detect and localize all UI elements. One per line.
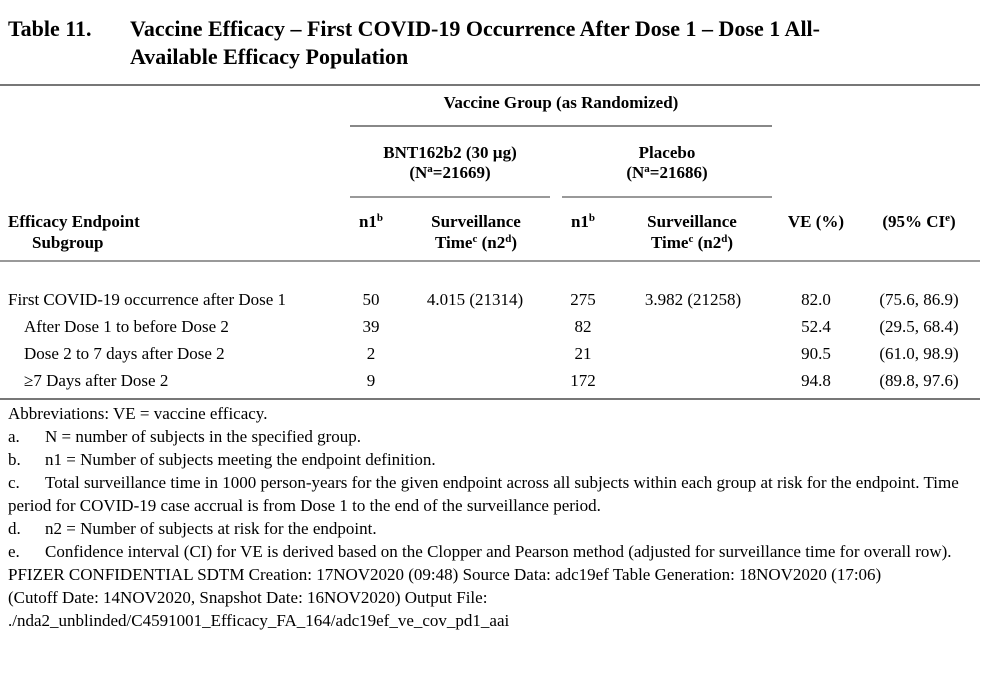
footnote-e	[8, 540, 974, 563]
col-header-n1-placebo: n1$^b$	[570, 212, 596, 231]
n1-vaccine: 50	[362, 290, 380, 309]
n1-placebo: 172	[570, 371, 596, 390]
n1-vaccine: 2	[366, 344, 376, 363]
footnote-d	[8, 517, 974, 540]
surv-placebo: 3.982 (21258)	[644, 290, 742, 309]
ve-value: 94.8	[801, 371, 831, 390]
col-header-ve: VE (%)	[787, 212, 845, 231]
footnote-text: Confidence interval (CI) for VE is derived based on the Clopper and Pearson method (adjusted for surveillance time for overall row).	[45, 542, 952, 561]
footnote-cutoff: (Cutoff Date: 14NOV2020, Snapshot Date: 16NOV2020) Output File: ./nda2_unblinded/C4591001_Efficacy_FA_164/adc19ef_ve_cov_pd1_aai	[8, 588, 510, 630]
bnt-group-n: $(N^a=21669)$	[409, 163, 491, 182]
vaccine-group-header: Vaccine Group (as Randomized)	[443, 93, 679, 112]
col-header-n1-vaccine: n1$^b$	[358, 212, 384, 231]
footnote-text: n2 = Number of subjects at risk for the endpoint.	[45, 519, 377, 538]
footnote-a	[8, 425, 974, 448]
n1-vaccine: 9	[366, 371, 376, 390]
footnote-text: n1 = Number of subjects meeting the endpoint definition.	[45, 450, 436, 469]
bnt-group-name: BNT162b2 (30 µg)	[383, 143, 517, 162]
footnote-label: e.	[8, 542, 20, 561]
col-header-ci: (95% CIe)	[882, 212, 956, 231]
table-title-line2: Available Efficacy Population	[130, 44, 409, 69]
surv-vaccine: 4.015 (21314)	[426, 290, 524, 309]
footnote-label: a.	[8, 427, 20, 446]
n1-placebo: 82	[574, 317, 592, 336]
n1-placebo: 275	[570, 290, 596, 309]
ci-value: (75.6, 86.9)	[879, 290, 959, 309]
vaccine-group-rule	[350, 125, 772, 127]
col-header-endpoint: Efficacy Endpoint	[8, 212, 140, 231]
placebo-group-name: Placebo	[638, 143, 696, 162]
table-number: Table 11.	[8, 16, 92, 41]
footnote-pfizer: PFIZER CONFIDENTIAL SDTM Creation: 17NOV2020 (09:48) Source Data: adc19ef Table Generation: 18NOV2020 (17:06)	[8, 565, 882, 584]
placebo-group-n: $(N^a=21686)$	[626, 163, 708, 182]
footnote-abbreviations: Abbreviations: VE = vaccine efficacy.	[8, 404, 268, 423]
table-title-line1: Vaccine Efficacy – First COVID-19 Occurrence After Dose 1 – Dose 1 All-	[130, 16, 820, 41]
placebo-group-rule	[562, 196, 772, 198]
col-header-subgroup: Subgroup	[32, 233, 104, 252]
footnote-text: N = number of subjects in the specified group.	[45, 427, 361, 446]
top-rule	[0, 84, 980, 86]
ve-value: 82.0	[801, 290, 831, 309]
header-rule	[0, 260, 980, 262]
col-header-surv-placebo: Surveillance Time$^c$ (n2$^d$)	[647, 212, 737, 252]
footnote-text: Total surveillance time in 1000 person-years for the given endpoint across all subjects within each group at risk for the endpoint. Time period for COVID-19 case accrual is from Dose 1 to the end of the surveillance period.	[8, 473, 959, 515]
footnote-label: c.	[8, 473, 20, 492]
row-label: Dose 2 to 7 days after Dose 2	[24, 344, 225, 363]
ve-value: 90.5	[801, 344, 831, 363]
ci-value: (61.0, 98.9)	[879, 344, 959, 363]
ci-value: (29.5, 68.4)	[879, 317, 959, 336]
ve-value: 52.4	[801, 317, 831, 336]
footnotes	[8, 402, 974, 632]
footnote-label: d.	[8, 519, 21, 538]
footnote-label: b.	[8, 450, 21, 469]
footnote-c	[8, 471, 974, 517]
row-label: First COVID-19 occurrence after Dose 1	[8, 290, 287, 309]
n1-vaccine: 39	[362, 317, 380, 336]
bottom-rule	[0, 398, 980, 400]
ci-value: (89.8, 97.6)	[879, 371, 959, 390]
bnt-group-rule	[350, 196, 550, 198]
n1-placebo: 21	[574, 344, 592, 363]
footnote-b	[8, 448, 974, 471]
row-label: ≥7 Days after Dose 2	[24, 371, 169, 390]
col-header-surv-vaccine: Surveillance Time$^c$ (n2$^d$)	[431, 212, 521, 252]
row-label: After Dose 1 to before Dose 2	[24, 317, 229, 336]
